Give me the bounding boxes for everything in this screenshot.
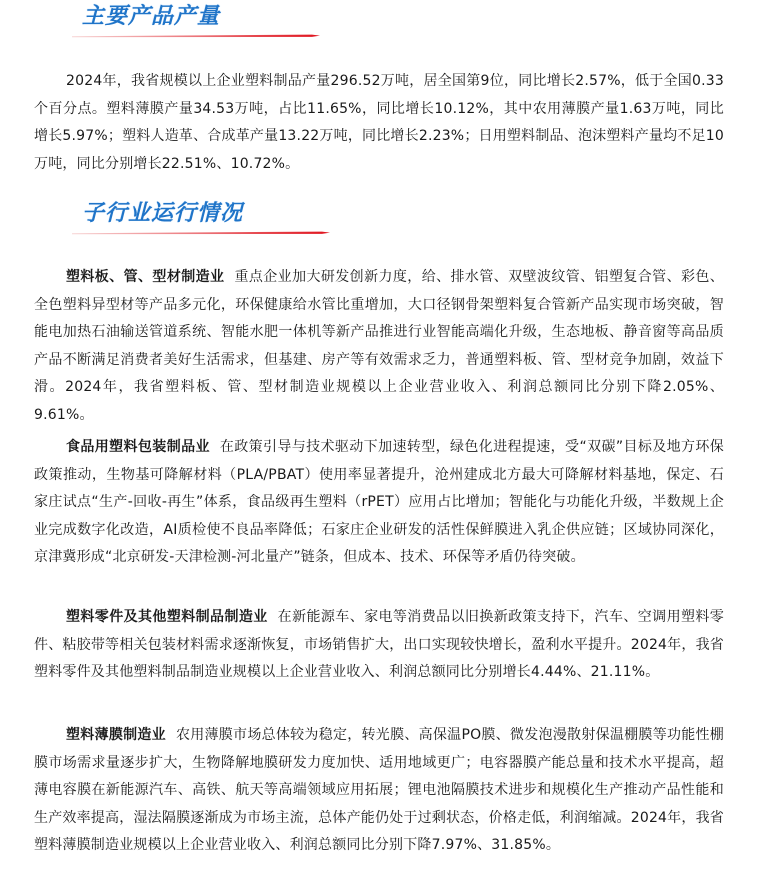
paragraph-plastic-pipes xyxy=(34,264,724,430)
subsector-lead-food-packaging: 食品用塑料包装制品业 xyxy=(66,439,210,455)
section-underline xyxy=(0,229,772,232)
paragraph-plastic-film xyxy=(34,722,724,860)
subsector-lead-plastic-parts: 塑料零件及其他塑料制品制造业 xyxy=(66,609,268,625)
section-title-main-products: 主要产品产量 xyxy=(82,4,221,29)
section-title-sub-industry: 子行业运行情况 xyxy=(82,201,244,226)
section-underline xyxy=(0,32,772,35)
subsector-text: 在新能源车、家电等消费品以旧换新政策支持下，汽车、空调用塑料零件、粘胶带等相关包装材料需求逐渐恢复，市场销售扩大，出口实现较快增长，盈利水平提升。2024年，我省塑料零件及其他塑料制品制造业规模以上企业营业收入、利润总额同比分别增长4.44%、21.11%。 xyxy=(34,609,724,681)
paragraph-plastic-parts xyxy=(34,604,724,687)
subsector-text: 在政策引导与技术驱动下加速转型，绿色化进程提速，受“双碳”目标及地方环保政策推动，生物基可降解材料（PLA/PBAT）使用率显著提升，沧州建成北方最大可降解材料基地，保定、石家庄试点“生产-回收-再生”体系，食品级再生塑料（rPET）应用占比增加；智能化与功能化升级，半数规上企业完成数字化改造，AI质检使不良品率降低；石家庄企业研发的活性保鲜膜进入乳企供应链；区域协同深化，京津冀形成“北京研发-天津检测-河北量产”链条，但成本、技术、环保等矛盾仍待突破。 xyxy=(34,439,724,566)
subsector-text: 重点企业加大研发创新力度，给、排水管、双壁波纹管、铝塑复合管、彩色、全色塑料异型材等产品多元化，环保健康给水管比重增加，大口径钢骨架塑料复合管新产品实现市场突破，智能电加热石油输送管道系统、智能水肥一体机等新产品推进行业智能高端化升级，生态地板、静音窗等高品质产品不断满足消费者美好生活需求，但基建、房产等有效需求乏力，普通塑料板、管、型材竞争加剧，效益下滑。2024年，我省塑料板、管、型材制造业规模以上企业营业收入、利润总额同比分别下降2.05%、9.61%。 xyxy=(34,269,724,423)
subsector-text: 农用薄膜市场总体较为稳定，转光膜、高保温PO膜、微发泡漫散射保温棚膜等功能性棚膜市场需求量逐步扩大，生物降解地膜研发力度加快、适用地域更广；电容器膜产能总量和技术水平提高，超薄电容膜在新能源汽车、高铁、航天等高端领域应用拓展；锂电池隔膜技术进步和规模化生产推动产品性能和生产效率提高，湿法隔膜逐渐成为市场主流，总体产能仍处于过剩状态，价格走低，利润缩减。2024年，我省塑料薄膜制造业规模以上企业营业收入、利润总额同比分别下降7.97%、31.85%。 xyxy=(34,727,724,854)
paragraph-production-summary: 2024年，我省规模以上企业塑料制品产量296.52万吨，居全国第9位，同比增长2.57%，低于全国0.33个百分点。塑料薄膜产量34.53万吨，占比11.65%，同比增长10.12%，其中农用薄膜产量1.63万吨，同比增长5.97%；塑料人造革、合成革产量13.22万吨，同比增长2.23%；日用塑料制品、泡沫塑料产量均不足10万吨，同比分别增长22.51%、10.72%。 xyxy=(34,73,724,172)
underline-arrow-icon xyxy=(0,229,772,239)
subsector-lead-plastic-pipes: 塑料板、管、型材制造业 xyxy=(66,269,225,285)
paragraph-food-packaging xyxy=(34,434,724,572)
underline-arrow-icon xyxy=(0,32,772,42)
subsector-lead-plastic-film: 塑料薄膜制造业 xyxy=(66,727,166,743)
